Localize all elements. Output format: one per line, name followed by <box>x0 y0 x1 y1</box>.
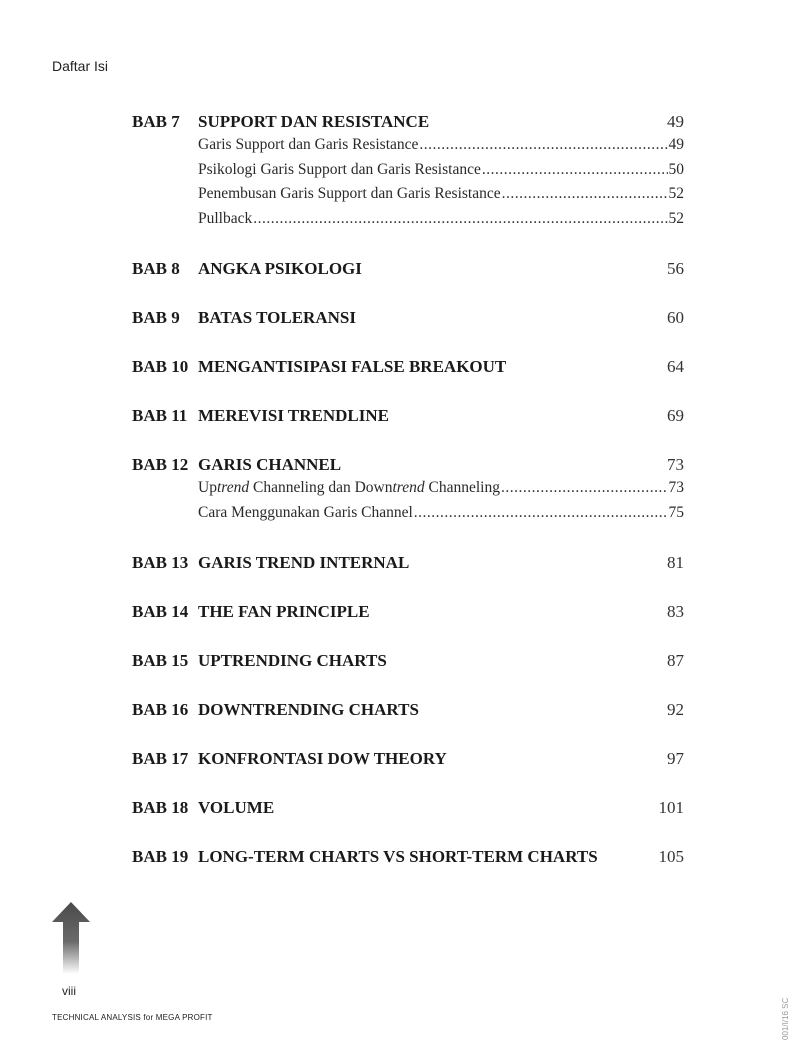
subsection-title: Cara Menggunakan Garis Channel <box>198 503 413 521</box>
dot-leader <box>502 185 668 203</box>
dot-leader <box>482 161 668 179</box>
dot-leader <box>419 136 667 154</box>
subsection-row[interactable] <box>132 479 684 504</box>
chapter-title: UPTRENDING CHARTS <box>198 651 387 670</box>
chapter-row[interactable] <box>132 847 684 871</box>
toc-chapter <box>132 308 684 332</box>
chapter-number: BAB 10 <box>132 357 189 376</box>
subsection-row[interactable] <box>132 210 684 235</box>
chapter-page: 60 <box>667 308 684 327</box>
chapter-row[interactable] <box>132 455 684 479</box>
subsection-row[interactable] <box>132 504 684 529</box>
toc-chapter <box>132 455 684 528</box>
subsection-page: 52 <box>668 209 684 227</box>
chapter-row[interactable] <box>132 357 684 381</box>
chapter-row[interactable] <box>132 749 684 773</box>
subsection-page: 50 <box>668 160 684 178</box>
subsection-page: 75 <box>668 503 684 521</box>
chapter-number: BAB 13 <box>132 553 189 572</box>
subsection-title: Pullback <box>198 209 253 227</box>
toc-chapter <box>132 651 684 675</box>
chapter-row[interactable] <box>132 308 684 332</box>
toc-chapter <box>132 602 684 626</box>
chapter-title: KONFRONTASI DOW THEORY <box>198 749 447 768</box>
chapter-row[interactable] <box>132 700 684 724</box>
toc-chapter <box>132 357 684 381</box>
chapter-number: BAB 15 <box>132 651 189 670</box>
book-title-footer: TECHNICAL ANALYSIS for MEGA PROFIT <box>52 1013 213 1022</box>
chapter-page: 97 <box>667 749 684 768</box>
subsection-row[interactable] <box>132 136 684 161</box>
dot-leader <box>501 479 668 497</box>
chapter-title: VOLUME <box>198 798 275 817</box>
chapter-row[interactable] <box>132 651 684 675</box>
chapter-row[interactable] <box>132 553 684 577</box>
subsection-title: Garis Support dan Garis Resistance <box>198 136 419 153</box>
chapter-page: 81 <box>667 553 684 572</box>
chapter-title: ANGKA PSIKOLOGI <box>198 259 362 278</box>
subsection-title: Penembusan Garis Support dan Garis Resistance <box>198 185 501 202</box>
chapter-title: MENGANTISIPASI FALSE BREAKOUT <box>198 357 507 376</box>
chapter-row[interactable] <box>132 798 684 822</box>
subsection-title <box>198 479 500 497</box>
subsection-row[interactable] <box>132 161 684 186</box>
chapter-page: 101 <box>658 798 684 817</box>
subsection-title: Psikologi Garis Support dan Garis Resistance <box>198 160 481 178</box>
subsection-title-part: Channeling dan Down <box>249 479 393 496</box>
chapter-page: 83 <box>667 602 684 621</box>
chapter-title: BATAS TOLERANSI <box>198 308 356 327</box>
toc-chapter <box>132 700 684 724</box>
chapter-page: 87 <box>667 651 684 670</box>
subsection-title-part: trend <box>392 479 425 496</box>
subsection-page: 49 <box>668 136 684 153</box>
chapter-page: 64 <box>667 357 684 376</box>
subsection-title-part: Up <box>198 479 217 496</box>
chapter-title: DOWNTRENDING CHARTS <box>198 700 419 719</box>
toc-chapter <box>132 798 684 822</box>
toc-chapter <box>132 847 684 871</box>
subsection-title-part: Channeling <box>424 479 500 496</box>
page-header: Daftar Isi <box>52 58 109 74</box>
toc-chapter <box>132 406 684 430</box>
chapter-number: BAB 9 <box>132 308 180 327</box>
chapter-number: BAB 19 <box>132 847 189 866</box>
chapter-page: 69 <box>667 406 684 425</box>
chapter-row[interactable] <box>132 406 684 430</box>
chapter-number: BAB 16 <box>132 700 189 719</box>
chapter-page: 49 <box>667 112 684 131</box>
chapter-page: 105 <box>658 847 684 866</box>
chapter-number: BAB 7 <box>132 112 180 131</box>
side-code: 001/I/16 SC <box>781 997 790 1040</box>
chapter-title: MEREVISI TRENDLINE <box>198 406 389 425</box>
toc-chapter <box>132 259 684 283</box>
chapter-number: BAB 11 <box>132 406 188 425</box>
chapter-row[interactable] <box>132 259 684 283</box>
chapter-page: 56 <box>667 259 684 278</box>
dot-leader <box>414 504 668 522</box>
chapter-number: BAB 12 <box>132 455 189 474</box>
subsection-page: 52 <box>668 185 684 202</box>
chapter-number: BAB 14 <box>132 602 189 621</box>
subsection-title-part: trend <box>216 479 250 496</box>
chapter-number: BAB 8 <box>132 259 180 278</box>
table-of-contents <box>132 112 684 896</box>
chapter-title: THE FAN PRINCIPLE <box>198 602 370 621</box>
chapter-page: 92 <box>667 700 684 719</box>
chapter-title: LONG-TERM CHARTS VS SHORT-TERM CHARTS <box>198 847 598 866</box>
chapter-page: 73 <box>667 455 684 474</box>
chapter-number: BAB 17 <box>132 749 189 768</box>
toc-chapter <box>132 553 684 577</box>
chapter-row[interactable] <box>132 112 684 136</box>
chapter-title: SUPPORT DAN RESISTANCE <box>198 112 430 131</box>
chapter-row[interactable] <box>132 602 684 626</box>
toc-chapter <box>132 749 684 773</box>
up-arrow-icon <box>52 902 90 974</box>
chapter-title: GARIS TREND INTERNAL <box>198 553 410 572</box>
dot-leader <box>253 210 667 228</box>
chapter-title: GARIS CHANNEL <box>198 455 342 474</box>
subsection-row[interactable] <box>132 185 684 210</box>
chapter-number: BAB 18 <box>132 798 189 817</box>
subsection-page: 73 <box>668 479 684 496</box>
toc-chapter <box>132 112 684 234</box>
page-number: viii <box>62 984 76 998</box>
